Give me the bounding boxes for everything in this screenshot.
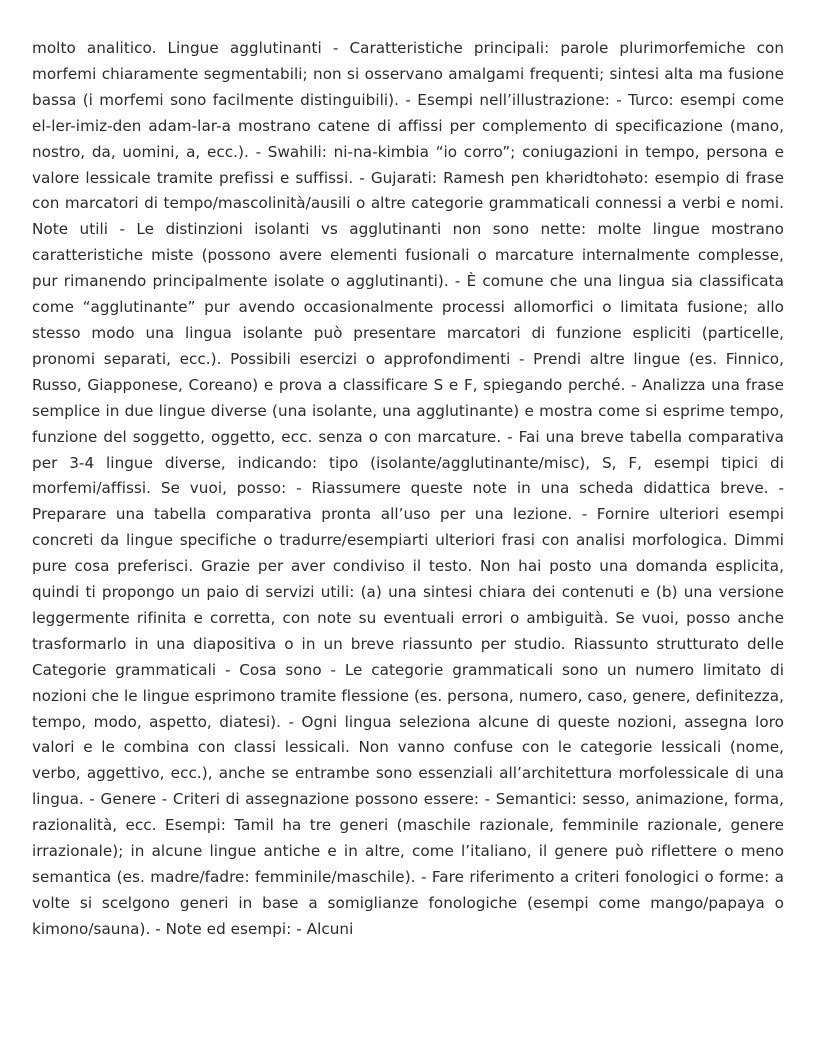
body-text: molto analitico. Lingue agglutinanti - Caratteristiche principali: parole plurimorfemiche con morfemi chiaramente segmentabili; non si osservano amalgami frequenti; sintesi alta ma fusione bassa (i morfemi sono facilmente distinguibili). - Esempi nell’illustrazione: - Turco: esempi come el-ler-imiz-den adam-lar-a mostrano catene di affissi per complemento di specificazione (mano, nostro, da, uomini, a, ecc.). - Swahili: ni-na-kimbia “io corro”; coniugazioni in tempo, persona e valore lessicale tramite prefissi e suffissi. - Gujarati: Ramesh pen khəridtohəto: esempio di frase con marcatori di tempo/mascolinità/ausili o altre categorie grammaticali connessi a verbi e nomi. Note utili - Le distinzioni isolanti vs agglutinanti non sono nette: molte lingue mostrano caratteristiche miste (possono avere elementi fusionali o marcature internalmente complesse, pur rimanendo principalmente isolate o agglutinanti). - È comune che una lingua sia classificata come “agglutinante” pur avendo occasionalmente processi allomorfici o limitata fusione; allo stesso modo una lingua isolante può presentare marcatori di funzione espliciti (particelle, pronomi separati, ecc.). Possibili esercizi o approfondimenti - Prendi altre lingue (es. Finnico, Russo, Giapponese, Coreano) e prova a classificare S e F, spiegando perché. - Analizza una frase semplice in due lingue diverse (una isolante, una agglutinante) e mostra come si esprime tempo, funzione del soggetto, oggetto, ecc. senza o con marcature. - Fai una breve tabella comparativa per 3-4 lingue diverse, indicando: tipo (isolante/agglutinante/misc), S, F, esempi tipici di morfemi/affissi. Se vuoi, posso: - Riassumere queste note in una scheda didattica breve. - Preparare una tabella comparativa pronta all’uso per una lezione. - Fornire ulteriori esempi concreti da lingue specifiche o tradurre/esempiarti ulteriori frasi con analisi morfologica. Dimmi pure cosa preferisci. Grazie per aver condiviso il testo. Non hai posto una domanda esplicita, quindi ti propongo un paio di servizi utili: (a) una sintesi chiara dei contenuti e (b) una versione leggermente rifinita e corretta, con note su eventuali errori o ambiguità. Se vuoi, posso anche trasformarlo in una diapositiva o in un breve riassunto per studio. Riassunto strutturato delle Categorie grammaticali - Cosa sono - Le categorie grammaticali sono un numero limitato di nozioni che le lingue esprimono tramite flessione (es. persona, numero, caso, genere, definitezza, tempo, modo, aspetto, diatesi). - Ogni lingua seleziona alcune di queste nozioni, assegna loro valori e le combina con classi lessicali. Non vanno confuse con le categorie lessicali (nome, verbo, aggettivo, ecc.), anche se entrambe sono essenziali all’architettura morfolessicale di una lingua. - Genere - Criteri di assegnazione possono essere: - Semantici: sesso, animazione, forma, razionalità, ecc. Esempi: Tamil ha tre generi (maschile razionale, femminile razionale, genere irrazionale); in alcune lingue antiche e in altre, come l’italiano, il genere può riflettere o meno semantica (es. madre/fadre: femminile/maschile). - Fare riferimento a criteri fonologici o forme: a volte si scelgono generi in base a somiglianze fonologiche (esempi come mango/papaya o kimono/sauna). - Note ed esempi: - Alcuni [32,39,784,938]
document-page [32,36,784,943]
